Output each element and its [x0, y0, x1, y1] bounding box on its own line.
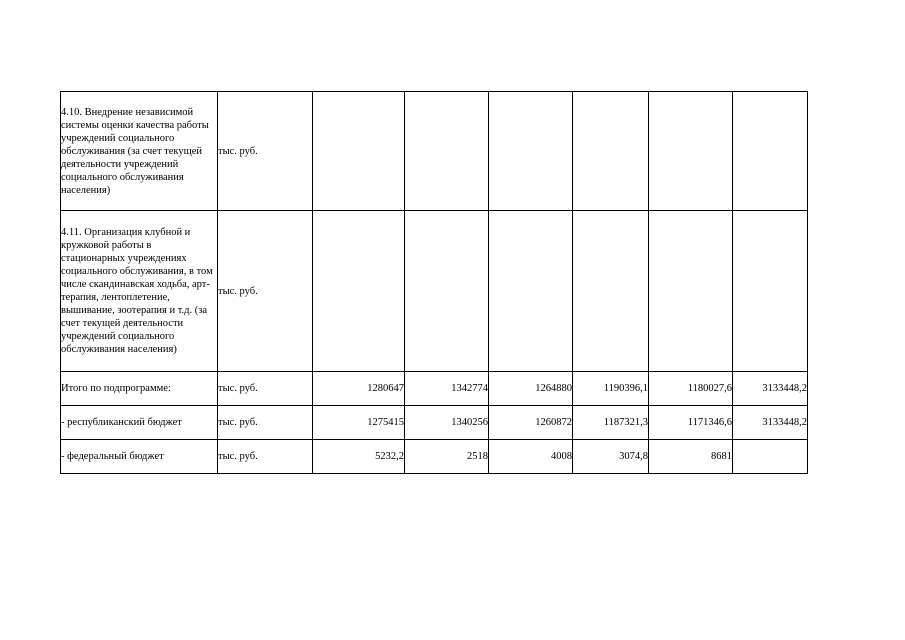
value-cell: 2518 — [405, 440, 489, 474]
value-cell — [489, 92, 573, 211]
value-cell: 1342774 — [405, 372, 489, 406]
value-cell: 1180027,6 — [649, 372, 733, 406]
value-cell: 3074,8 — [573, 440, 649, 474]
value-cell — [733, 440, 808, 474]
unit-cell: тыс. руб. — [218, 372, 313, 406]
table-row-republican-budget — [61, 406, 808, 440]
unit-cell: тыс. руб. — [218, 406, 313, 440]
row-name-cell: - федеральный бюджет — [61, 440, 218, 474]
value-cell: 1171346,6 — [649, 406, 733, 440]
row-name-cell: 4.11. Организация клубной и кружковой работы в стационарных учреждениях социального обслуживания, в том числе скандинавская ходьба, арт-терапия, лентоплетение, вышивание, зоотерапия и т.д. (за счет текущей деятельности учреждений социального обслуживания населения) — [61, 211, 218, 372]
value-cell — [733, 211, 808, 372]
value-cell — [405, 211, 489, 372]
value-cell: 1264880 — [489, 372, 573, 406]
value-cell: 1275415 — [313, 406, 405, 440]
value-cell: 3133448,2 — [733, 406, 808, 440]
value-cell: 3133448,2 — [733, 372, 808, 406]
value-cell: 1260872 — [489, 406, 573, 440]
row-name-cell: Итого по подпрограмме: — [61, 372, 218, 406]
row-name-cell: - республиканский бюджет — [61, 406, 218, 440]
value-cell: 5232,2 — [313, 440, 405, 474]
value-cell — [405, 92, 489, 211]
value-cell — [489, 211, 573, 372]
value-cell: 1187321,3 — [573, 406, 649, 440]
value-cell: 8681 — [649, 440, 733, 474]
row-name-cell: 4.10. Внедрение независимой системы оценки качества работы учреждений социального обслуживания (за счет текущей деятельности учреждений социального обслуживания населения) — [61, 92, 218, 211]
budget-table — [60, 91, 808, 474]
value-cell: 4008 — [489, 440, 573, 474]
unit-cell: тыс. руб. — [218, 211, 313, 372]
unit-cell: тыс. руб. — [218, 440, 313, 474]
value-cell — [573, 92, 649, 211]
value-cell — [313, 211, 405, 372]
value-cell — [313, 92, 405, 211]
table-row — [61, 211, 808, 372]
table-row — [61, 92, 808, 211]
value-cell — [733, 92, 808, 211]
table-row-federal-budget — [61, 440, 808, 474]
unit-cell: тыс. руб. — [218, 92, 313, 211]
table-row-total — [61, 372, 808, 406]
value-cell — [573, 211, 649, 372]
value-cell — [649, 211, 733, 372]
value-cell — [649, 92, 733, 211]
value-cell: 1340256 — [405, 406, 489, 440]
value-cell: 1280647 — [313, 372, 405, 406]
value-cell: 1190396,1 — [573, 372, 649, 406]
